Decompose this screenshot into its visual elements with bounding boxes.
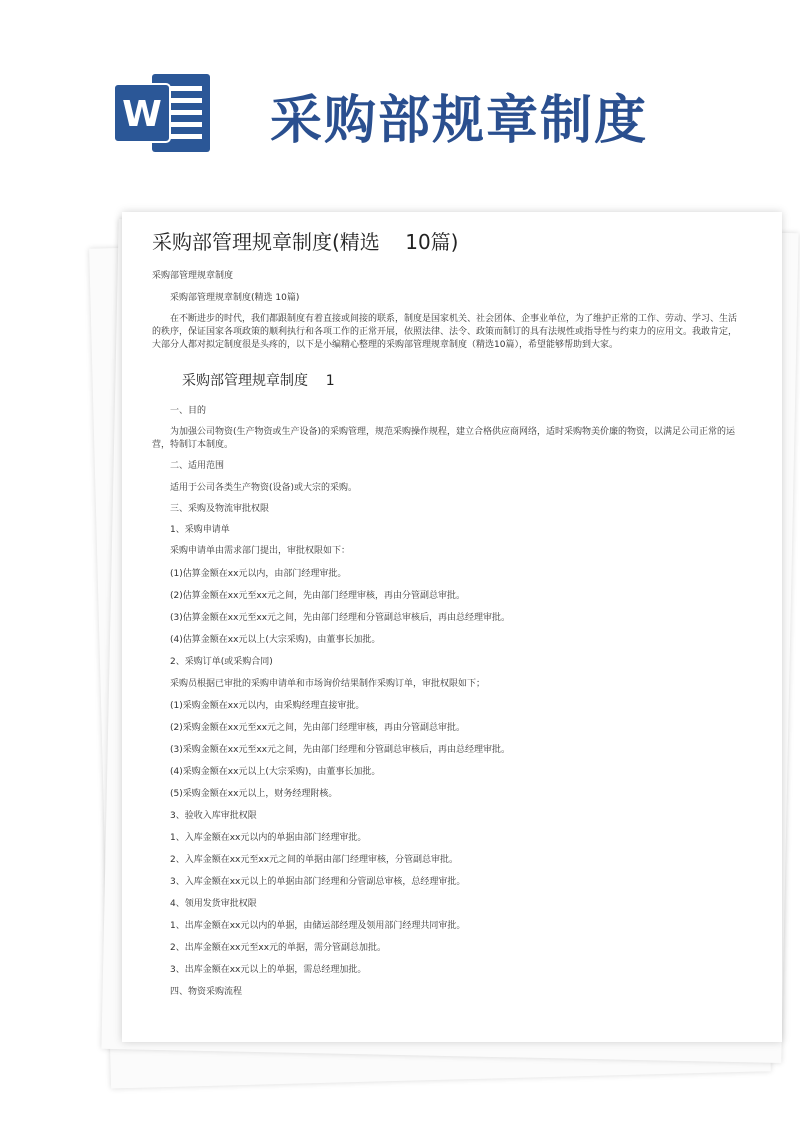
list-item: 1、入库金额在xx元以内的单据由部门经理审批。 bbox=[170, 833, 367, 843]
document-page bbox=[122, 212, 782, 1042]
list-item: 采购员根据已审批的采购申请单和市场询价结果制作采购订单，审批权限如下； bbox=[170, 679, 486, 689]
document-title: 采购部管理规章制度(精选 10篇) bbox=[152, 230, 459, 254]
list-item: (4)估算金额在xx元以上(大宗采购)，由董事长加批。 bbox=[170, 635, 381, 645]
list-item: 1、采购申请单 bbox=[170, 525, 230, 535]
document-subtitle-2: 采购部管理规章制度(精选 10篇) bbox=[170, 293, 300, 303]
intro-paragraph: 在不断进步的时代，我们都跟制度有着直接或间接的联系，制度是国家机关、社会团体、企事业单位，为了维护正常的工作、劳动、学习、生活的秩序，保证国家各项政策的顺利执行和各项工作的正常开展，依照法律、法令、政策而制订的具有法规性或指导性与约束力的应用文。我敢肯定，大部分人都对拟定制度很是头疼的，以下是小编精心整理的采购部管理规章制度（精选10篇），希望能够帮助到大家。 bbox=[152, 314, 738, 350]
list-item: (2)采购金额在xx元至xx元之间，先由部门经理审核，再由分管副总审批。 bbox=[170, 723, 466, 733]
list-item: 3、验收入库审批权限 bbox=[170, 811, 257, 821]
list-item: 三、采购及物流审批权限 bbox=[170, 504, 270, 514]
list-item: 适用于公司各类生产物资(设备)或大宗的采购。 bbox=[170, 483, 358, 493]
banner-title: 采购部规章制度 bbox=[270, 91, 649, 151]
list-item: (5)采购金额在xx元以上，财务经理附核。 bbox=[170, 789, 338, 799]
list-item: 二、适用范围 bbox=[170, 461, 225, 471]
list-item: (3)采购金额在xx元至xx元之间，先由部门经理和分管副总审核后，再由总经理审批。 bbox=[170, 745, 511, 755]
list-item: 2、采购订单(或采购合同) bbox=[170, 657, 273, 667]
list-item: 3、入库金额在xx元以上的单据由部门经理和分管副总审核，总经理审批。 bbox=[170, 877, 466, 887]
list-item: (1)估算金额在xx元以内，由部门经理审批。 bbox=[170, 569, 347, 579]
list-item: 2、入库金额在xx元至xx元之间的单据由部门经理审核，分管副总审批。 bbox=[170, 855, 459, 865]
list-item: 一、目的 bbox=[170, 406, 207, 416]
list-item: (1)采购金额在xx元以内，由采购经理直接审批。 bbox=[170, 701, 365, 711]
list-item: 采购申请单由需求部门提出，审批权限如下： bbox=[170, 546, 351, 556]
list-item: 3、出库金额在xx元以上的单据，需总经理加批。 bbox=[170, 965, 367, 975]
list-item: (4)采购金额在xx元以上(大宗采购)，由董事长加批。 bbox=[170, 767, 381, 777]
list-item: (3)估算金额在xx元至xx元之间，先由部门经理和分管副总审核后，再由总经理审批。 bbox=[170, 613, 511, 623]
list-item: 1、出库金额在xx元以内的单据，由储运部经理及领用部门经理共同审批。 bbox=[170, 921, 466, 931]
banner bbox=[0, 0, 800, 210]
list-item: (2)估算金额在xx元至xx元之间，先由部门经理审核，再由分管副总审批。 bbox=[170, 591, 466, 601]
list-item: 2、出库金额在xx元至xx元的单据，需分管副总加批。 bbox=[170, 943, 387, 953]
section-heading: 采购部管理规章制度 1 bbox=[182, 373, 335, 389]
svg-text:W: W bbox=[122, 94, 162, 135]
word-document-icon bbox=[112, 70, 212, 156]
list-item: 4、领用发货审批权限 bbox=[170, 899, 257, 909]
document-subtitle: 采购部管理规章制度 bbox=[152, 271, 234, 281]
list-item: 四、物资采购流程 bbox=[170, 987, 243, 997]
list-item: 为加强公司物资(生产物资或生产设备)的采购管理，规范采购操作规程，建立合格供应商网络，适时采购物美价廉的物资，以满足公司正常的运营，特制订本制度。 bbox=[152, 427, 736, 450]
